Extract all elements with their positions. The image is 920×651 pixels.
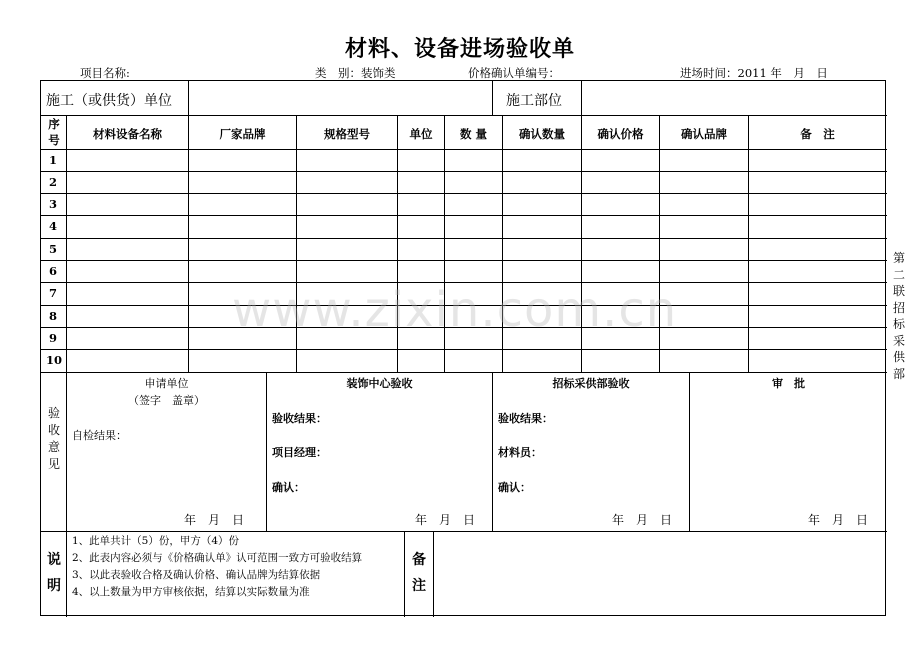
decoration-confirm-label: 确认： [272, 481, 305, 494]
approval-title: 审 批 [772, 377, 805, 390]
construction-location-label: 施工部位 [506, 93, 562, 109]
acceptance-opinion-label: 验收意见 [47, 406, 60, 471]
procurement-title: 招标采供部验收 [552, 377, 630, 390]
column-header-seq: 序号 [48, 117, 60, 147]
note-item: 3、以此表验收合格及确认价格、确认品牌为结算依据 [72, 569, 321, 581]
column-header-confirmed-quantity: 确认数量 [519, 127, 565, 141]
row-number: 8 [49, 309, 58, 323]
copy-label: 第二联 招标采供部 [892, 251, 918, 381]
decoration-date: 年 月 日 [415, 513, 476, 527]
column-header-brand: 厂家品牌 [219, 127, 266, 141]
entry-time-label: 进场时间：2011 年 月 日 [680, 66, 828, 80]
column-header-name: 材料设备名称 [93, 127, 162, 141]
applicant-signature-note: （签字 盖章） [128, 394, 205, 407]
row-number: 3 [49, 197, 58, 211]
remarks-label: 备注 [412, 552, 426, 594]
price-confirm-number-label: 价格确认单编号： [468, 66, 560, 80]
watermark: www.zixin.com.cn [232, 282, 678, 338]
acceptance-form-table [40, 80, 886, 616]
form-title: 材料、设备进场验收单 [344, 36, 575, 62]
remarks-field[interactable] [436, 533, 884, 615]
row-number: 1 [49, 153, 58, 167]
procurement-confirm-label: 确认： [498, 481, 531, 494]
material-staff-label: 材料员： [498, 446, 542, 459]
supplier-label: 施工（或供货）单位 [46, 93, 172, 109]
row-number: 10 [46, 353, 63, 367]
column-header-spec: 规格型号 [324, 127, 370, 141]
decoration-center-title: 装饰中心验收 [346, 377, 413, 390]
row-number: 2 [49, 175, 58, 189]
note-item: 1、此单共计（5）份，甲方（4）份 [72, 535, 240, 547]
decoration-result-label: 验收结果： [272, 412, 327, 425]
column-header-unit: 单位 [409, 127, 433, 141]
applicant-date: 年 月 日 [184, 513, 245, 527]
approval-date: 年 月 日 [808, 513, 869, 527]
column-header-confirmed-price: 确认价格 [597, 127, 644, 141]
notes-label: 说明 [47, 552, 61, 594]
row-number: 4 [49, 219, 58, 233]
column-header-quantity: 数 量 [459, 127, 487, 141]
procurement-result-label: 验收结果： [498, 412, 553, 425]
self-check-label: 自检结果： [72, 429, 127, 442]
procurement-date: 年 月 日 [612, 513, 673, 527]
row-number: 7 [49, 286, 58, 300]
category-label: 类 别：装饰类 [315, 66, 396, 80]
row-number: 6 [49, 264, 58, 278]
construction-location-field[interactable] [585, 83, 883, 113]
note-item: 2、此表内容必须与《价格确认单》认可范围一致方可验收结算 [72, 552, 363, 564]
applicant-title: 申请单位 [144, 377, 189, 390]
project-manager-label: 项目经理： [272, 446, 327, 459]
project-name-label: 项目名称: [80, 66, 130, 80]
supplier-field[interactable] [191, 83, 489, 113]
note-item: 4、以上数量为甲方审核依据，结算以实际数量为准 [72, 586, 310, 598]
column-header-remarks: 备 注 [800, 127, 835, 141]
row-number: 9 [49, 331, 58, 345]
column-header-confirmed-brand: 确认品牌 [681, 127, 727, 141]
row-number: 5 [49, 242, 58, 256]
